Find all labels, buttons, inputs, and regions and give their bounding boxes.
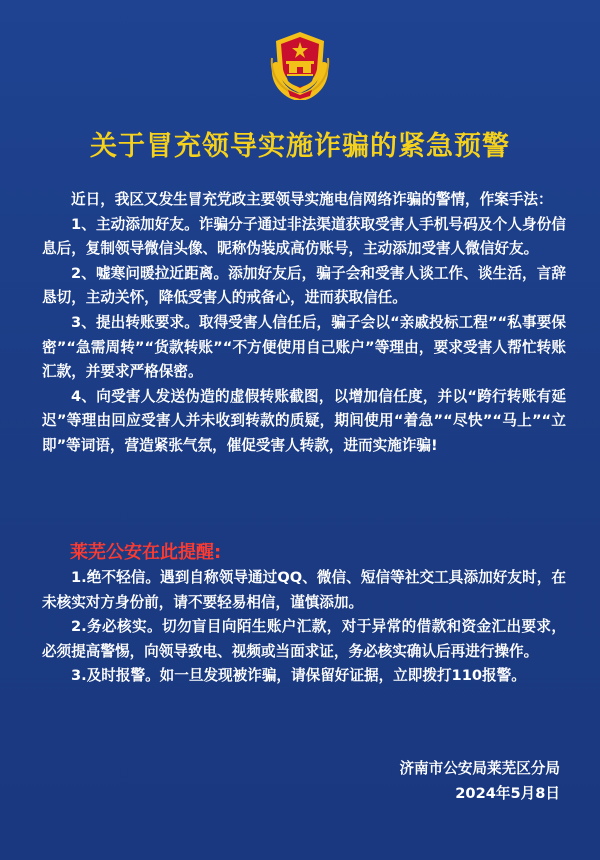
reminder-item: 2.务必核实。切勿盲目向陌生账户汇款，对于异常的借款和资金汇出要求，必须提高警惕，向领导致电、视频或当面求证，务必核实确认后再进行操作。 (42, 618, 566, 660)
reminder-list (42, 566, 566, 689)
reminder-item: 3.及时报警。如一旦发现被诈骗，请保留好证据，立即拨打110报警。 (71, 667, 526, 685)
signature-block (399, 756, 560, 806)
method-item: 2、嘘寒问暖拉近距离。添加好友后，骗子会和受害人谈工作、谈生活，言辞恳切，主动关怀，降低受害人的戒备心，进而获取信任。 (42, 264, 566, 307)
signature-org: 济南市公安局莱芜区分局 (399, 760, 560, 777)
alert-body (42, 188, 566, 459)
reminder-item: 1.绝不轻信。遇到自称领导通过QQ、微信、短信等社交工具添加好友时，在未核实对方身份前，请不要轻易相信，谨慎添加。 (42, 569, 566, 611)
reminder-heading: 莱芜公安在此提醒: (70, 542, 222, 563)
police-emblem-icon (266, 28, 334, 100)
method-item: 3、提出转账要求。取得受害人信任后，骗子会以“亲戚投标工程”“私事要保密”“急需周转”“货款转账”“不方便使用自己账户”等理由，要求受害人帮忙转账汇款，并要求严格保密。 (42, 313, 566, 381)
intro-paragraph: 近日，我区又发生冒充党政主要领导实施电信网络诈骗的警情，作案手法： (71, 191, 553, 208)
method-item: 1、主动添加好友。诈骗分子通过非法渠道获取受害人手机号码及个人身份信息后，复制领导微信头像、昵称伪装成高仿账号，主动添加受害人微信好友。 (42, 215, 566, 258)
page-title: 关于冒充领导实施诈骗的紧急预警 (90, 131, 510, 162)
signature-date: 2024年5月8日 (455, 785, 560, 802)
method-item: 4、向受害人发送伪造的虚假转账截图，以增加信任度，并以“跨行转账有延迟”等理由回应受害人并未收到转款的质疑，期间使用“着急”“尽快”“马上”“立即”等词语，营造紧张气氛，催促受害人转款，进而实施诈骗! (42, 387, 566, 454)
